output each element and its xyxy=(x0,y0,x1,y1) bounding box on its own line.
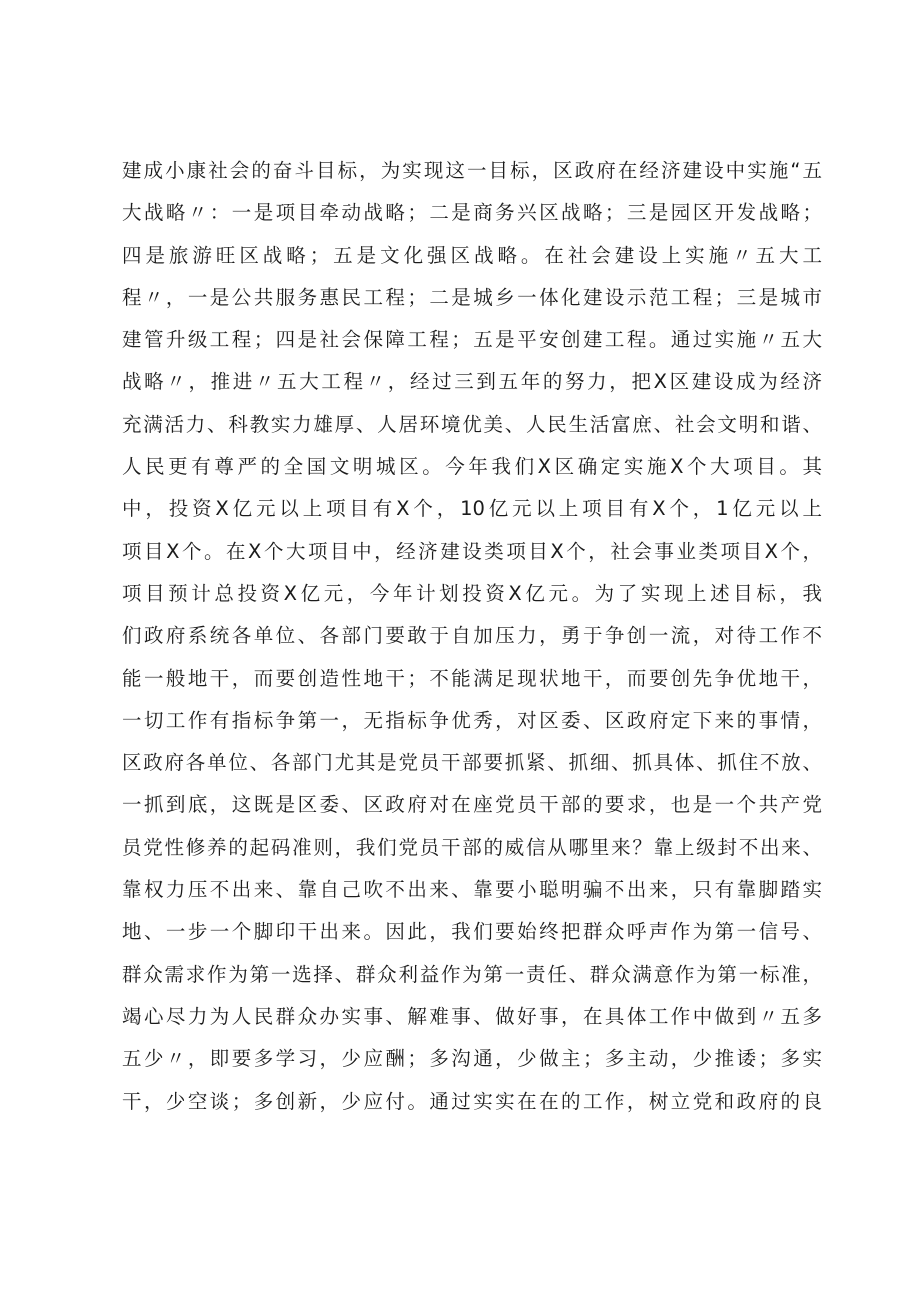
text-line: 们政府系统各单位、各部门要敢于自加压力，勇于争创一流，对待工作不 xyxy=(122,624,822,648)
body-paragraph xyxy=(122,150,822,1123)
text-line: 充满活力、科教实力雄厚、人居环境优美、人民生活富庶、社会文明和谐、 xyxy=(122,412,822,436)
text-line: 项目预计总投资X亿元，今年计划投资X亿元。为了实现上述目标，我 xyxy=(122,581,822,605)
text-line: 四是旅游旺区战略；五是文化强区战略。在社会建设上实施〃五大工 xyxy=(122,243,822,267)
text-line: 五少〃，即要多学习，少应酬；多沟通，少做主；多主动，少推诿；多实 xyxy=(122,1047,822,1071)
text-line: 项目X个。在X个大项目中，经济建设类项目X个，社会事业类项目X个， xyxy=(122,539,822,563)
text-line: 地、一步一个脚印干出来。因此，我们要始终把群众呼声作为第一信号、 xyxy=(122,920,822,944)
text-line: 建管升级工程；四是社会保障工程；五是平安创建工程。通过实施〃五大 xyxy=(122,328,822,352)
text-line: 靠权力压不出来、靠自己吹不出来、靠要小聪明骗不出来，只有靠脚踏实 xyxy=(122,878,822,902)
text-line: 干，少空谈；多创新，少应付。通过实实在在的工作，树立党和政府的良 xyxy=(122,1089,822,1113)
text-line: 竭心尽力为人民群众办实事、解难事、做好事，在具体工作中做到〃五多 xyxy=(122,1004,822,1028)
text-line: 中，投资X亿元以上项目有X个，10亿元以上项目有X个，1亿元以上 xyxy=(122,497,822,521)
text-line: 区政府各单位、各部门尤其是党员干部要抓紧、抓细、抓具体、抓住不放、 xyxy=(122,751,822,775)
text-line: 战略〃，推进〃五大工程〃，经过三到五年的努力，把X区建设成为经济 xyxy=(122,370,822,394)
text-line: 大战略〃：一是项目牵动战略；二是商务兴区战略；三是园区开发战略； xyxy=(122,201,822,225)
text-line: 人民更有尊严的全国文明城区。今年我们X区确定实施X个大项目。其 xyxy=(122,455,822,479)
text-line: 一抓到底，这既是区委、区政府对在座党员干部的要求，也是一个共产党 xyxy=(122,793,822,817)
text-line: 群众需求作为第一选择、群众利益作为第一责任、群众满意作为第一标准， xyxy=(122,962,822,986)
text-line: 能一般地干，而要创造性地干；不能满足现状地干，而要创先争优地干， xyxy=(122,666,822,690)
text-line: 一切工作有指标争第一，无指标争优秀，对区委、区政府定下来的事情， xyxy=(122,708,822,732)
text-line: 员党性修养的起码准则，我们党员干部的威信从哪里来？靠上级封不出来、 xyxy=(122,835,822,859)
text-line: 程〃，一是公共服务惠民工程；二是城乡一体化建设示范工程；三是城市 xyxy=(122,285,822,309)
text-line: 建成小康社会的奋斗目标，为实现这一目标，区政府在经济建设中实施“五 xyxy=(122,159,822,182)
